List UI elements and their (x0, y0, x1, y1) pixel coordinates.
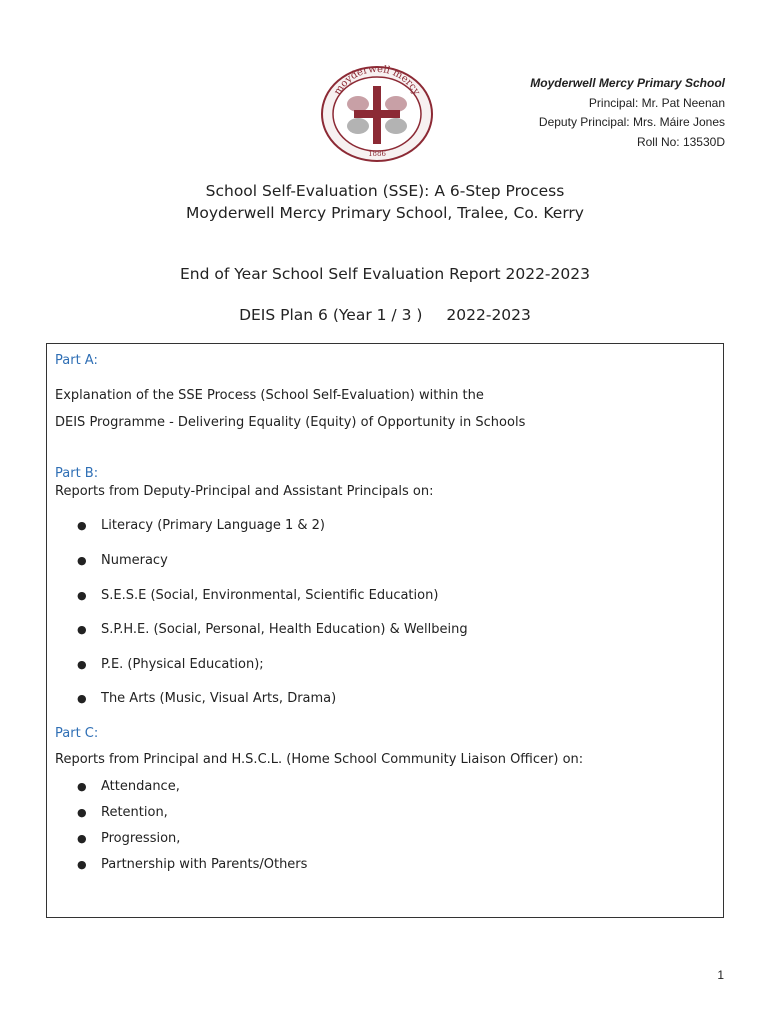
principal-name: Principal: Mr. Pat Neenan (588, 95, 725, 110)
bullet-icon: ● (77, 780, 87, 793)
part-b-heading: Part B: (55, 466, 99, 481)
school-crest-logo (318, 64, 436, 164)
bullet-icon: ● (77, 623, 87, 636)
bullet-icon: ● (77, 658, 87, 671)
title-line-1: School Self-Evaluation (SSE): A 6-Step Process (205, 182, 565, 200)
part-c-heading: Part C: (55, 726, 99, 741)
school-info-block (530, 74, 725, 152)
deis-plan-label: DEIS Plan 6 (Year 1 / 3 ) (239, 306, 423, 324)
list-item: ● The Arts (Music, Visual Arts, Drama) (77, 691, 337, 706)
deputy-principal-name: Deputy Principal: Mrs. Máire Jones (538, 115, 725, 129)
bullet-icon: ● (77, 554, 87, 567)
school-name: Moyderwell Mercy Primary School (530, 76, 725, 90)
part-a-line-1: Explanation of the SSE Process (School Self-Evaluation) within the (55, 388, 484, 403)
report-title: End of Year School Self Evaluation Report 2022-2023 (180, 265, 590, 283)
bullet-icon: ● (77, 806, 87, 819)
part-b-intro: Reports from Deputy-Principal and Assistant Principals on: (55, 484, 434, 499)
list-item: ● Attendance, (77, 779, 180, 794)
list-item: ● S.E.S.E (Social, Environmental, Scientific Education) (77, 588, 439, 603)
logo-year: 1886 (368, 150, 386, 158)
list-item: ● Partnership with Parents/Others (77, 857, 308, 872)
list-item: ● S.P.H.E. (Social, Personal, Health Education) & Wellbeing (77, 622, 468, 637)
list-item: ● P.E. (Physical Education); (77, 657, 264, 672)
title-line-2: Moyderwell Mercy Primary School, Tralee, Co. Kerry (186, 204, 584, 222)
bullet-icon: ● (77, 692, 87, 705)
logo-ring-text: moyderwell mercy (332, 64, 422, 98)
deis-plan-title (0, 304, 770, 326)
bullet-icon: ● (77, 858, 87, 871)
part-a-line-2: DEIS Programme - Delivering Equality (Equity) of Opportunity in Schools (55, 415, 526, 430)
document-title (0, 180, 770, 224)
list-item: ● Retention, (77, 805, 168, 820)
contents-box (46, 343, 724, 918)
bullet-icon: ● (77, 589, 87, 602)
part-a-heading: Part A: (55, 353, 98, 368)
bullet-icon: ● (77, 519, 87, 532)
roll-number: Roll No: 13530D (636, 134, 725, 149)
list-item: ● Numeracy (77, 553, 168, 568)
part-c-intro: Reports from Principal and H.S.C.L. (Home School Community Liaison Officer) on: (55, 752, 584, 767)
page-number: 1 (717, 968, 724, 982)
list-item: ● Literacy (Primary Language 1 & 2) (77, 518, 325, 533)
list-item: ● Progression, (77, 831, 181, 846)
deis-plan-year: 2022-2023 (446, 306, 531, 324)
bullet-icon: ● (77, 832, 87, 845)
